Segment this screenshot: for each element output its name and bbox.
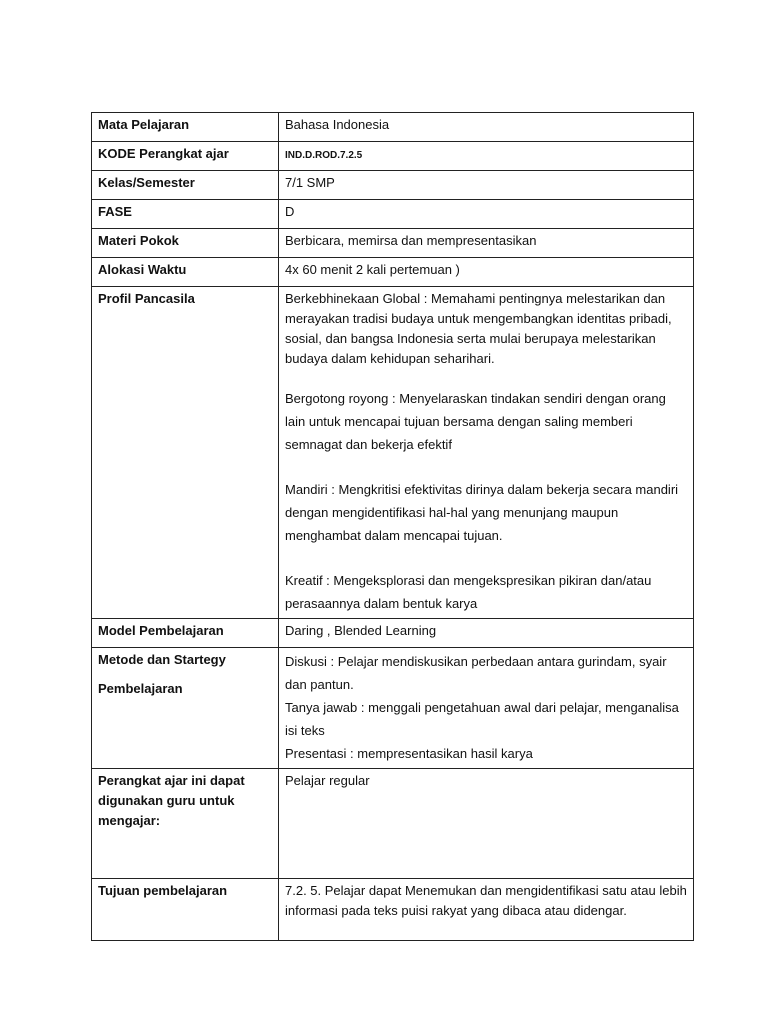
label-perangkat: Perangkat ajar ini dapat digunakan guru untuk mengajar:: [92, 769, 279, 879]
lesson-plan-table: [91, 112, 694, 941]
row-materi: [92, 229, 694, 258]
label-model: Model Pembelajaran: [92, 619, 279, 648]
row-fase: [92, 200, 694, 229]
label-metode: [92, 648, 279, 769]
value-tujuan: 7.2. 5. Pelajar dapat Menemukan dan mengidentifikasi satu atau lebih informasi pada teks puisi rakyat yang dibaca atau didengar.: [279, 879, 694, 941]
value-mata-pelajaran: Bahasa Indonesia: [279, 113, 694, 142]
row-profil: [92, 287, 694, 619]
profil-paragraph-gotong-royong: Bergotong royong : Menyelaraskan tindakan sendiri dengan orang lain untuk mencapai tujuan bersama dengan saling memberi semnagat dan bekerja efektif: [285, 391, 666, 452]
label-metode-line-2: Pembelajaran: [98, 681, 183, 696]
label-fase: FASE: [92, 200, 279, 229]
profil-paragraph-global: Berkebhinekaan Global : Memahami pentingnya melestarikan dan merayakan tradisi budaya untuk mengembangkan identitas pribadi, sosial, dan bangsa Indonesia serta mulai berupaya melestarikan budaya dalam kehidupan seharihari.: [285, 291, 672, 366]
value-metode: [279, 648, 694, 769]
value-alokasi: 4x 60 menit 2 kali pertemuan ): [279, 258, 694, 287]
value-model: Daring , Blended Learning: [279, 619, 694, 648]
row-kode: [92, 142, 694, 171]
metode-tanya-jawab: Tanya jawab : menggali pengetahuan awal dari pelajar, menganalisa isi teks: [285, 700, 679, 738]
row-alokasi: [92, 258, 694, 287]
value-materi: Berbicara, memirsa dan mempresentasikan: [279, 229, 694, 258]
value-kode-cell: [279, 142, 694, 171]
row-model: [92, 619, 694, 648]
label-tujuan: Tujuan pembelajaran: [92, 879, 279, 941]
label-metode-line-1: Metode dan Startegy: [98, 652, 226, 667]
metode-diskusi: Diskusi : Pelajar mendiskusikan perbedaan antara gurindam, syair dan pantun.: [285, 654, 667, 692]
value-profil: [279, 287, 694, 619]
label-kelas: Kelas/Semester: [92, 171, 279, 200]
label-profil: Profil Pancasila: [92, 287, 279, 619]
value-fase: D: [279, 200, 694, 229]
label-alokasi: Alokasi Waktu: [92, 258, 279, 287]
row-metode: [92, 648, 694, 769]
value-perangkat: Pelajar regular: [279, 769, 694, 879]
label-kode: KODE Perangkat ajar: [92, 142, 279, 171]
metode-presentasi: Presentasi : mempresentasikan hasil karya: [285, 746, 533, 761]
profil-paragraph-kreatif: Kreatif : Mengeksplorasi dan mengekspresikan pikiran dan/atau perasaannya dalam bentuk karya: [285, 573, 652, 611]
label-mata-pelajaran: Mata Pelajaran: [92, 113, 279, 142]
value-kode: IND.D.ROD.7.2.5: [285, 150, 363, 161]
label-materi: Materi Pokok: [92, 229, 279, 258]
profil-paragraph-mandiri: Mandiri : Mengkritisi efektivitas dirinya dalam bekerja secara mandiri dengan mengidentifikasi hal-hal yang menunjang maupun menghambat dalam mencapai tujuan.: [285, 482, 679, 543]
row-kelas: [92, 171, 694, 200]
row-perangkat: [92, 769, 694, 879]
row-tujuan: [92, 879, 694, 941]
value-kelas: 7/1 SMP: [279, 171, 694, 200]
row-mata-pelajaran: [92, 113, 694, 142]
